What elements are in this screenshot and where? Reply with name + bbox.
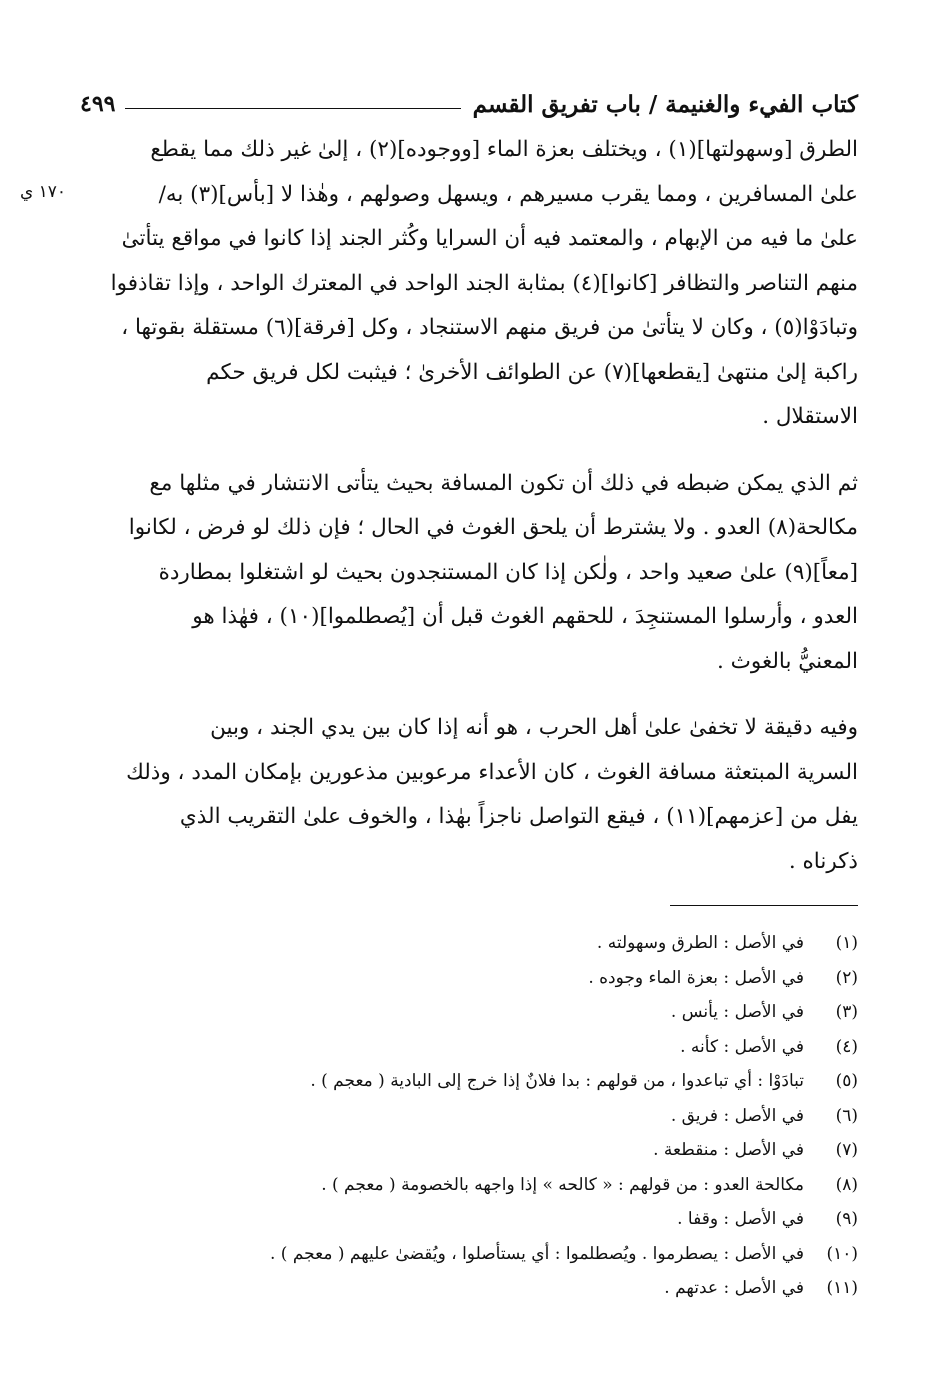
footnote <box>80 995 858 1030</box>
footnote <box>80 1064 858 1099</box>
paragraph <box>80 462 858 685</box>
footnote-text: في الأصل : كأنه . <box>680 1036 804 1057</box>
footnote-number: (٤) <box>835 1036 858 1057</box>
footnote-number: (١٠) <box>826 1243 858 1264</box>
footnote-number: (٧) <box>835 1140 858 1160</box>
footnote-text: في الأصل : الطرق وسهولته . <box>596 933 804 953</box>
body-text <box>80 128 858 884</box>
text-line: الاستقلال . <box>762 404 858 429</box>
text-line: ذكرناه . <box>788 848 858 874</box>
footnote-number: (١) <box>835 933 858 953</box>
footnote <box>80 1133 858 1168</box>
footnote-text: في الأصل : عدتهم . <box>664 1278 804 1298</box>
text-line: الطرق [وسهولتها](١) ، ويختلف بعزة الماء [ووجوده](٢) ، إلىٰ غير ذلك مما يقطع <box>150 137 858 162</box>
footnote-text: في الأصل : بعزة الماء وجوده . <box>588 967 804 988</box>
footnote-text: في الأصل : فريق . <box>670 1105 804 1126</box>
footnote <box>80 926 858 961</box>
text-line: المعنيُّ بالغوث . <box>716 648 858 674</box>
header-rule <box>125 108 460 109</box>
text-line: وفيه دقيقة لا تخفىٰ علىٰ أهل الحرب ، هو أنه إذا كان بين يدي الجند ، وبين <box>210 715 858 740</box>
text-line: وتبادَوْا(٥) ، وكان لا يتأتىٰ من فريق منهم الاستنجاد ، وكل [فرقة](٦) مستقلة بقوتها ، <box>121 315 858 340</box>
paragraph <box>80 128 858 440</box>
footnote-text: مكالحة العدو : من قولهم : « كالحه » إذا واجهه بالخصومة ( معجم ) . <box>321 1174 804 1195</box>
footnote <box>80 1271 858 1306</box>
footnote <box>80 1030 858 1065</box>
page-number: ٤٩٩ <box>80 91 116 117</box>
footnote-number: (٥) <box>835 1071 858 1091</box>
paragraph-gap <box>80 440 858 462</box>
footnote-text: في الأصل : يأنس . <box>670 1002 804 1022</box>
text-line: [معاً](٩) علىٰ صعيد واحد ، ولٰكن إذا كان المستنجدون بحيث لو اشتغلوا بمطاردة <box>158 559 858 585</box>
footnote <box>80 1099 858 1134</box>
text-line: راكبة إلىٰ منتهىٰ [يقطعها](٧) عن الطوائف الأخرىٰ ؛ فيثبت لكل فريق حكم <box>206 359 858 385</box>
footnote-number: (٣) <box>835 1002 858 1022</box>
footnote-text: في الأصل : يصطرموا . ويُصطلموا : أي يستأصلوا ، ويُقضىٰ عليهم ( معجم ) . <box>270 1243 804 1264</box>
text-line: يفل من [عزمهم](١١) ، فيقع التواصل ناجزاً بهٰذا ، والخوف علىٰ التقريب الذي <box>179 804 858 829</box>
manuscript-folio-ref: ١٧٠ ي <box>19 182 67 202</box>
footnote <box>80 1202 858 1237</box>
footnote-separator <box>670 905 858 906</box>
footnote <box>80 1237 858 1272</box>
text-line: علىٰ ما فيه من الإبهام ، والمعتمد فيه أن السرايا وكُثر الجند إذا كانوا في مواقع يتأتىٰ <box>121 226 858 251</box>
running-header <box>80 84 858 124</box>
footnote-text: في الأصل : وقفا . <box>677 1209 804 1229</box>
footnotes <box>80 926 858 1306</box>
footnote-number: (٨) <box>835 1174 858 1195</box>
footnote-number: (٢) <box>835 967 858 988</box>
chapter-title: كتاب الفيء والغنيمة / باب تفريق القسم <box>472 90 858 118</box>
text-line: السرية المبتعثة مسافة الغوث ، كان الأعداء مرعوبين مذعورين بإمكان المدد ، وذلك <box>126 759 858 785</box>
footnote-number: (١١) <box>826 1278 858 1298</box>
footnote-number: (٦) <box>835 1105 858 1126</box>
paragraph <box>80 706 858 884</box>
footnote-text: تبادَوْا : أي تباعدوا ، من قولهم : بدا فلانٌ إذا خرج إلى البادية ( معجم ) . <box>310 1071 804 1091</box>
footnote-text: في الأصل : منقطعة . <box>653 1140 804 1160</box>
text-line: منهم التناصر والتظافر [كانوا](٤) بمثابة الجند الواحد في المعترك الواحد ، وإذا تقاذفوا <box>110 270 858 296</box>
text-line: ثم الذي يمكن ضبطه في ذلك أن تكون المسافة بحيث يتأتى الانتشار في مثلها مع <box>149 470 858 496</box>
paragraph-gap <box>80 684 858 706</box>
footnote <box>80 961 858 996</box>
text-line: مكالحة(٨) العدو . ولا يشترط أن يلحق الغوث في الحال ؛ فإن ذلك لو فرض ، لكانوا <box>128 515 858 540</box>
footnote-number: (٩) <box>835 1209 858 1229</box>
footnote <box>80 1168 858 1203</box>
text-line: العدو ، وأرسلوا المستنجِدَ ، للحقهم الغوث قبل أن [يُصطلموا](١٠) ، فهٰذا هو <box>192 604 858 629</box>
text-line: علىٰ المسافرين ، ومما يقرب مسيرهم ، ويسهل وصولهم ، وهٰذا لا [بأس](٣) به/ <box>158 181 858 207</box>
